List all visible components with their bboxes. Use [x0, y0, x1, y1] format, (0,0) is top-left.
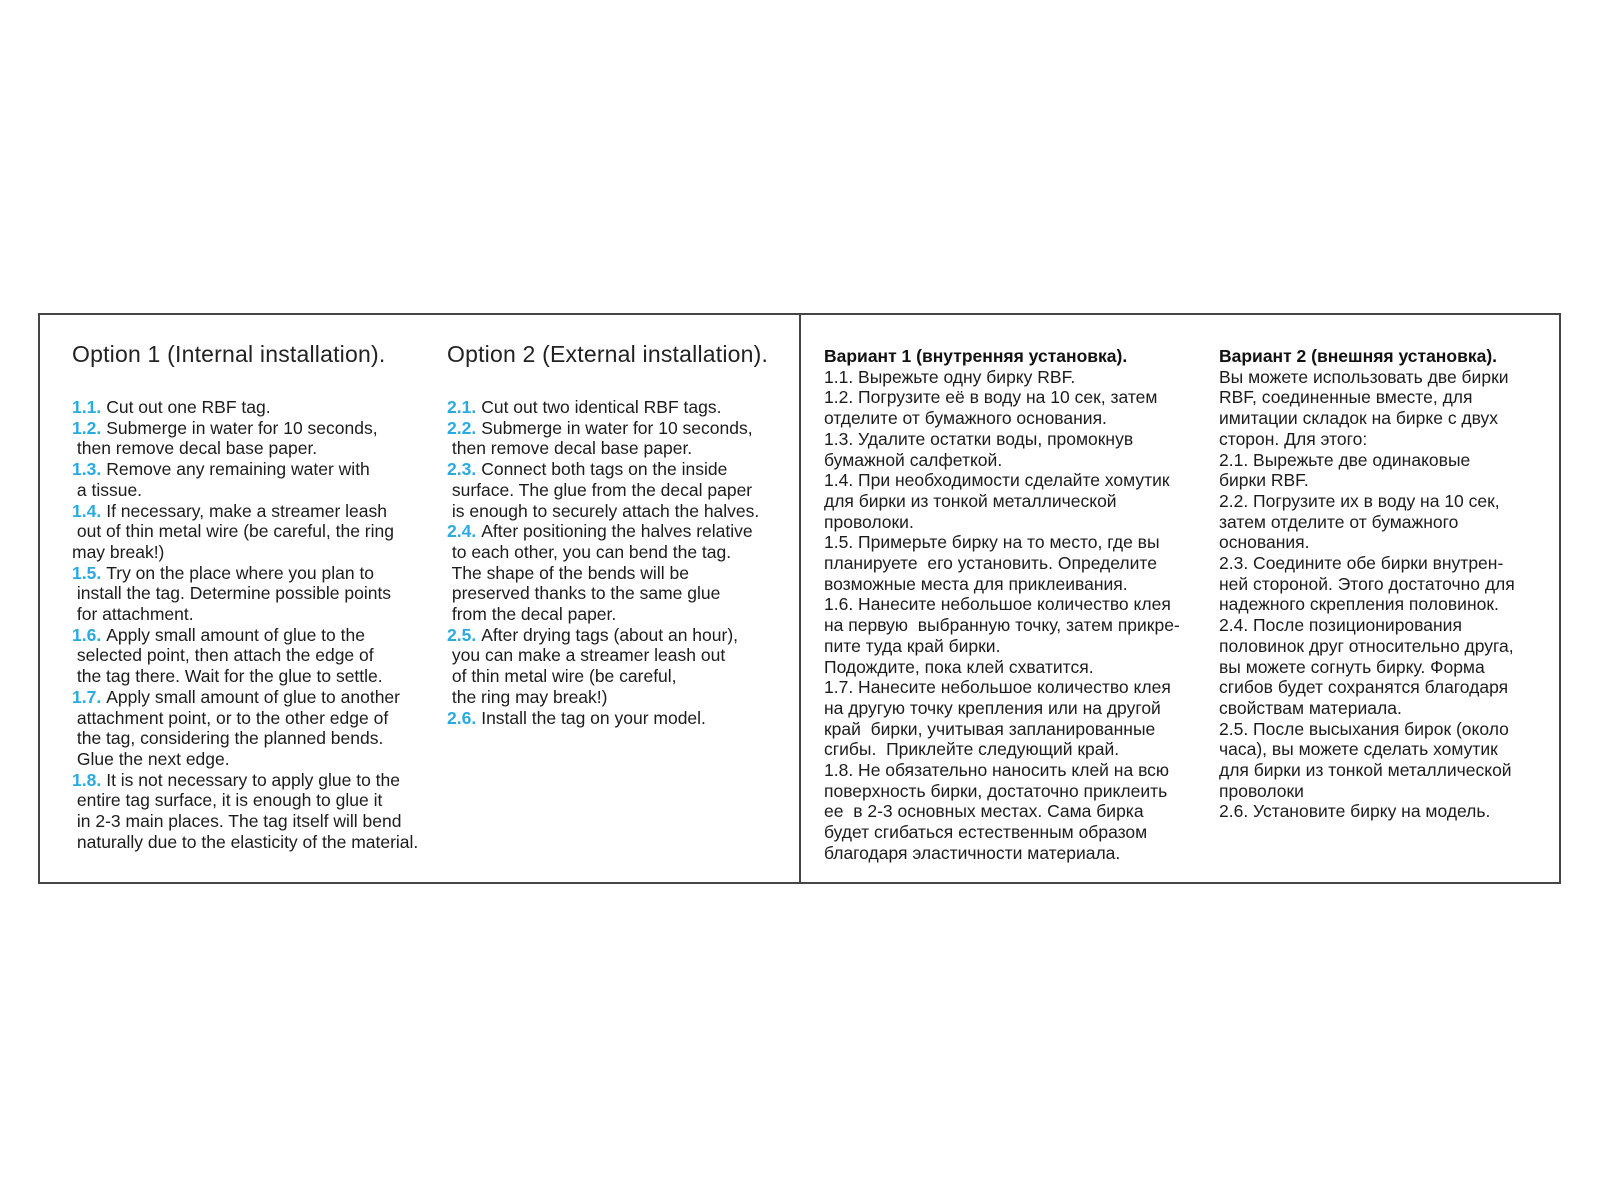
text-line: затем отделите от бумажного: [1219, 511, 1459, 532]
text-line: ней стороной. Этого достаточно для: [1219, 573, 1515, 594]
step-continuation-line: is enough to securely attach the halves.: [447, 500, 760, 521]
step-number: 2.1.: [447, 397, 477, 417]
text-line: ее в 2-3 основных местах. Сама бирка: [824, 801, 1144, 822]
text-line: 1.6. Нанесите небольшое количество клея: [824, 594, 1171, 615]
text-line: сгибы. Приклейте следующий край.: [824, 739, 1120, 760]
text-line: 1.7. Нанесите небольшое количество клея: [824, 677, 1171, 698]
step-text: If necessary, make a streamer leash: [106, 500, 387, 521]
text-line: вы можете согнуть бирку. Форма: [1219, 656, 1485, 677]
text-line: часа), вы можете сделать хомутик: [1219, 739, 1498, 760]
column-option-1-english: [72, 341, 418, 852]
step-continuation-line: attachment point, or to the other edge of: [72, 707, 389, 728]
text-line: на другую точку крепления или на другой: [824, 697, 1161, 718]
text-line: сторон. Для этого:: [1219, 428, 1368, 449]
step-number: 1.2.: [72, 417, 102, 438]
step-first-line: [447, 397, 768, 418]
step-text: After drying tags (about an hour),: [481, 624, 739, 645]
step-continuation-line: preserved thanks to the same glue: [447, 583, 721, 604]
step-continuation-line: from the decal paper.: [447, 604, 617, 625]
step-continuation-line: out of thin metal wire (be careful, the ring: [72, 521, 394, 542]
text-line: поверхность бирки, достаточно приклеить: [824, 780, 1168, 801]
step-number: 1.5.: [72, 562, 102, 583]
step-text: It is not necessary to apply glue to the: [106, 769, 400, 790]
step-continuation-line: for attachment.: [72, 604, 194, 625]
step-first-line: [72, 418, 418, 439]
text-line: 1.1. Вырежьте одну бирку RBF.: [824, 366, 1076, 387]
step-text: Submerge in water for 10 seconds,: [481, 417, 753, 438]
column-title: Вариант 2 (внешняя установка).: [1219, 346, 1498, 366]
column-title: Option 2 (External installation).: [447, 341, 769, 367]
step-continuation-line: of thin metal wire (be careful,: [447, 666, 677, 687]
text-line: сгибов будет сохранятся благодаря: [1219, 677, 1509, 698]
step-number: 2.5.: [447, 624, 477, 645]
text-line: 1.3. Удалите остатки воды, промокнув: [824, 428, 1134, 449]
step-continuation-line: a tissue.: [72, 479, 143, 500]
panel-divider-line: [799, 315, 801, 882]
step-first-line: [447, 521, 768, 542]
column-option-2-english: [447, 341, 768, 728]
text-line: планируете его установить. Определите: [824, 553, 1157, 574]
step-continuation-line: then remove decal base paper.: [72, 438, 318, 459]
column-variant-2-russian: [1219, 346, 1515, 822]
step-text: Cut out one RBF tag.: [106, 397, 271, 417]
text-line: 2.2. Погрузите их в воду на 10 сек,: [1219, 490, 1500, 511]
column-title: Вариант 1 (внутренняя установка).: [824, 346, 1128, 366]
step-text: After positioning the halves relative: [481, 521, 753, 542]
text-line: возможные места для приклеивания.: [824, 573, 1128, 594]
step-first-line: [72, 501, 418, 522]
step-number: 1.3.: [72, 459, 102, 480]
text-line: 2.1. Вырежьте две одинаковые: [1219, 449, 1471, 470]
text-line: бирки RBF.: [1219, 470, 1309, 491]
step-continuation-line: entire tag surface, it is enough to glue it: [72, 790, 383, 811]
step-number: 2.2.: [447, 417, 477, 438]
step-text: Apply small amount of glue to the: [106, 624, 365, 645]
step-text: Connect both tags on the inside: [481, 459, 728, 480]
step-continuation-line: you can make a streamer leash out: [447, 645, 726, 666]
step-continuation-line: install the tag. Determine possible points: [72, 583, 392, 604]
step-continuation-line: may break!): [72, 541, 165, 562]
step-first-line: [72, 687, 418, 708]
text-line: 2.3. Соедините обе бирки внутрен-: [1219, 553, 1504, 574]
text-line: будет сгибаться естественным образом: [824, 822, 1148, 843]
step-number: 1.8.: [72, 769, 102, 790]
step-first-line: [72, 563, 418, 584]
text-line: 1.5. Примерьте бирку на то место, где вы: [824, 532, 1160, 553]
step-number: 1.1.: [72, 397, 102, 417]
text-line: 1.4. При необходимости сделайте хомутик: [824, 470, 1170, 491]
text-line: проволоки.: [824, 511, 914, 532]
step-text: Submerge in water for 10 seconds,: [106, 417, 378, 438]
text-line: 1.2. Погрузите её в воду на 10 сек, затем: [824, 387, 1158, 408]
step-continuation-line: the tag, considering the planned bends.: [72, 728, 384, 749]
step-first-line: [72, 625, 418, 646]
text-line: основания.: [1219, 532, 1310, 553]
instruction-panels: [38, 313, 1561, 884]
step-first-line: [72, 459, 418, 480]
text-line: край бирки, учитывая запланированные: [824, 718, 1156, 739]
step-continuation-line: the tag there. Wait for the glue to settle.: [72, 666, 383, 687]
text-line: RBF, соединенные вместе, для: [1219, 387, 1473, 408]
text-line: Подождите, пока клей схватится.: [824, 656, 1094, 677]
text-line: проволоки: [1219, 780, 1304, 801]
step-text: Remove any remaining water with: [106, 459, 370, 480]
step-text: Cut out two identical RBF tags.: [481, 397, 722, 417]
text-line: надежного скрепления половинок.: [1219, 594, 1499, 615]
step-number: 2.6.: [447, 707, 477, 728]
step-continuation-line: The shape of the bends will be: [447, 562, 689, 583]
step-number: 1.6.: [72, 624, 102, 645]
column-title: Option 1 (Internal installation).: [72, 341, 386, 367]
step-first-line: [447, 459, 768, 480]
step-continuation-line: surface. The glue from the decal paper: [447, 479, 753, 500]
text-line: на первую выбранную точку, затем прикре-: [824, 615, 1180, 636]
step-text: Apply small amount of glue to another: [106, 686, 400, 707]
step-continuation-line: then remove decal base paper.: [447, 438, 693, 459]
text-line: для бирки из тонкой металлической: [824, 490, 1117, 511]
step-continuation-line: in 2-3 main places. The tag itself will bend: [72, 811, 402, 832]
step-text: Try on the place where you plan to: [106, 562, 375, 583]
step-continuation-line: the ring may break!): [447, 686, 608, 707]
text-line: 2.4. После позиционирования: [1219, 615, 1462, 636]
step-text: Install the tag on your model.: [481, 707, 706, 728]
text-line: благодаря эластичности материала.: [824, 842, 1121, 863]
text-line: бумажной салфеткой.: [824, 449, 1003, 470]
text-line: для бирки из тонкой металлической: [1219, 760, 1512, 781]
step-continuation-line: naturally due to the elasticity of the material.: [72, 831, 419, 852]
step-first-line: [447, 625, 768, 646]
text-line: 2.5. После высыхания бирок (около: [1219, 718, 1509, 739]
text-line: отделите от бумажного основания.: [824, 408, 1107, 429]
text-line: пите туда край бирки.: [824, 635, 1001, 656]
text-line: 2.6. Установите бирку на модель.: [1219, 801, 1491, 822]
text-line: имитации складок на бирке с двух: [1219, 408, 1499, 429]
step-continuation-line: Glue the next edge.: [72, 748, 230, 769]
step-first-line: [72, 397, 418, 418]
text-line: 1.8. Не обязательно наносить клей на всю: [824, 760, 1170, 781]
step-number: 2.4.: [447, 521, 477, 542]
text-line: свойствам материала.: [1219, 697, 1402, 718]
step-number: 1.4.: [72, 500, 102, 521]
step-continuation-line: to each other, you can bend the tag.: [447, 541, 732, 562]
step-number: 2.3.: [447, 459, 477, 480]
text-line: половинок друг относительно друга,: [1219, 635, 1514, 656]
step-first-line: [447, 418, 768, 439]
step-first-line: [72, 770, 418, 791]
column-variant-1-russian: [824, 346, 1180, 864]
text-line: Вы можете использовать две бирки: [1219, 366, 1509, 387]
step-first-line: [447, 708, 768, 729]
step-continuation-line: selected point, then attach the edge of: [72, 645, 374, 666]
step-number: 1.7.: [72, 686, 102, 707]
